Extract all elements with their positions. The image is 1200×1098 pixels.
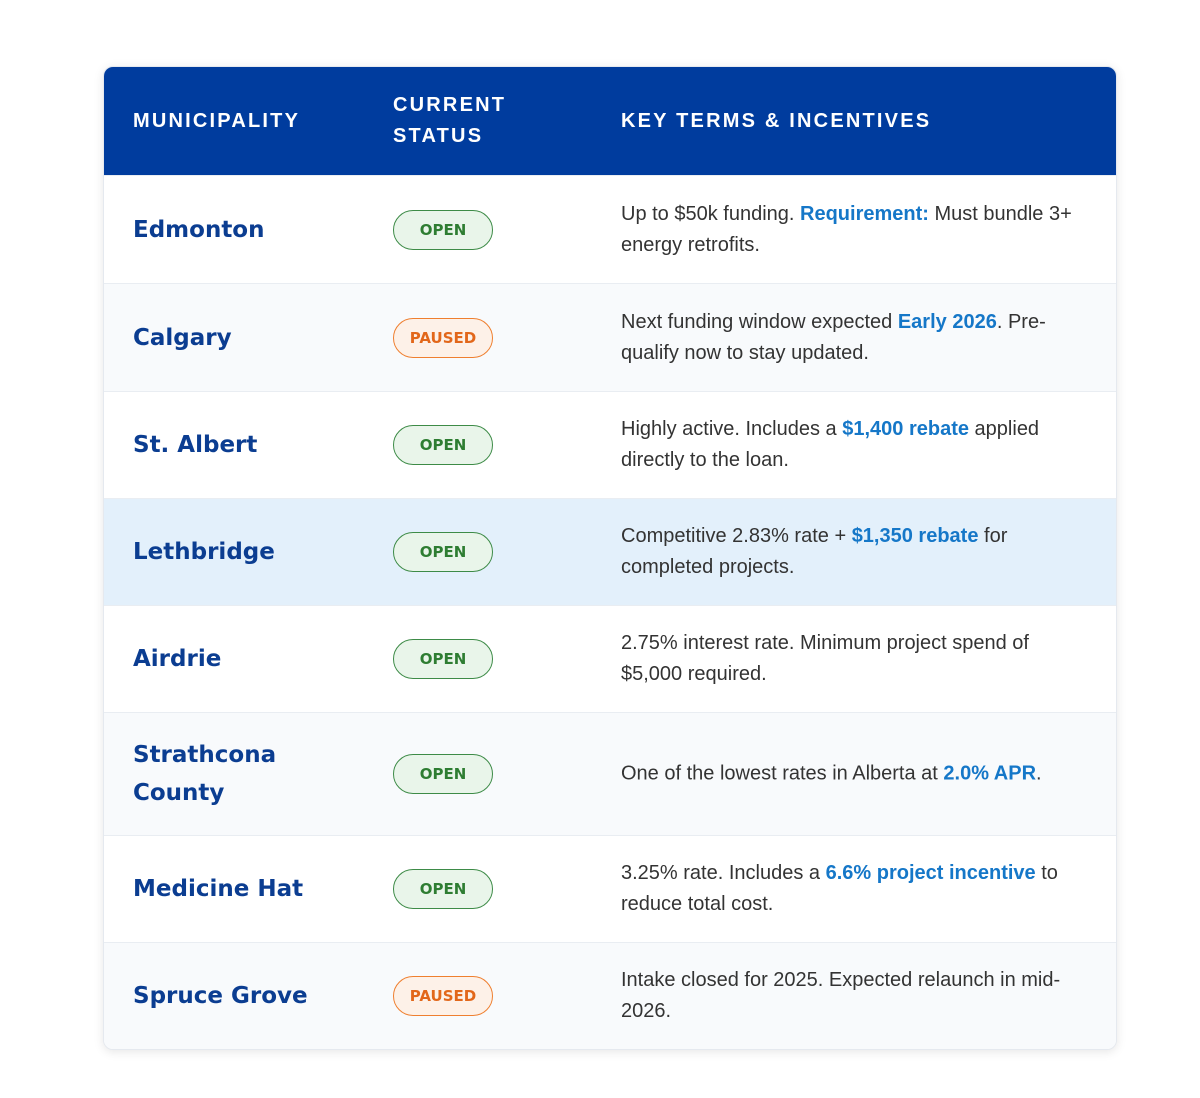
key-terms: 3.25% rate. Includes a 6.6% project incentive to reduce total cost. bbox=[621, 862, 1058, 915]
status-badge: OPEN bbox=[393, 639, 493, 679]
key-terms: Competitive 2.83% rate + $1,350 rebate for completed projects. bbox=[621, 525, 1008, 578]
highlight-text: 2.0% APR bbox=[943, 762, 1037, 785]
table-header bbox=[104, 67, 1116, 175]
municipal-programs-table bbox=[103, 66, 1117, 1050]
key-terms: Next funding window expected Early 2026. Pre-qualify now to stay updated. bbox=[621, 310, 1046, 364]
municipality-name: Airdrie bbox=[133, 646, 222, 672]
status-badge: OPEN bbox=[393, 869, 493, 909]
status-badge: OPEN bbox=[393, 425, 493, 465]
municipality-name: Calgary bbox=[133, 324, 232, 351]
key-terms: Intake closed for 2025. Expected relaunch in mid-2026. bbox=[621, 969, 1061, 1022]
highlight-text: $1,350 rebate bbox=[851, 525, 979, 547]
municipality-name: Lethbridge bbox=[133, 539, 275, 565]
municipality-name: St. Albert bbox=[133, 432, 258, 458]
key-terms: 2.75% interest rate. Minimum project spend of $5,000 required. bbox=[621, 632, 1029, 685]
highlight-text: Early 2026 bbox=[897, 310, 997, 333]
table-row bbox=[104, 283, 1116, 391]
table-row bbox=[104, 835, 1116, 942]
table-row bbox=[104, 175, 1116, 283]
header-key-terms: KEY TERMS & INCENTIVES bbox=[621, 110, 932, 132]
municipality-name: Spruce Grove bbox=[133, 983, 308, 1009]
table-row bbox=[104, 391, 1116, 498]
key-terms: One of the lowest rates in Alberta at 2.0% APR. bbox=[621, 762, 1042, 785]
highlight-text: 6.6% project incentive bbox=[825, 862, 1036, 884]
status-badge: OPEN bbox=[393, 532, 493, 572]
status-badge: OPEN bbox=[393, 210, 493, 250]
status-badge: PAUSED bbox=[393, 318, 493, 358]
key-terms: Up to $50k funding. Requirement: Must bundle 3+ energy retrofits. bbox=[621, 202, 1072, 256]
municipality-name: Medicine Hat bbox=[133, 876, 304, 902]
table-row bbox=[104, 498, 1116, 605]
header-municipality: MUNICIPALITY bbox=[133, 110, 301, 132]
table-row bbox=[104, 942, 1116, 1049]
status-badge: PAUSED bbox=[393, 976, 493, 1016]
header-current-status: CURRENT STATUS bbox=[393, 94, 507, 147]
key-terms: Highly active. Includes a $1,400 rebate applied directly to the loan. bbox=[621, 418, 1040, 471]
municipality-name: Strathcona County bbox=[133, 742, 277, 806]
table-row bbox=[104, 605, 1116, 712]
highlight-text: Requirement: bbox=[800, 202, 929, 225]
highlight-text: $1,400 rebate bbox=[842, 418, 969, 440]
municipality-name: Edmonton bbox=[133, 216, 265, 243]
status-badge: OPEN bbox=[393, 754, 493, 794]
table-row bbox=[104, 712, 1116, 835]
